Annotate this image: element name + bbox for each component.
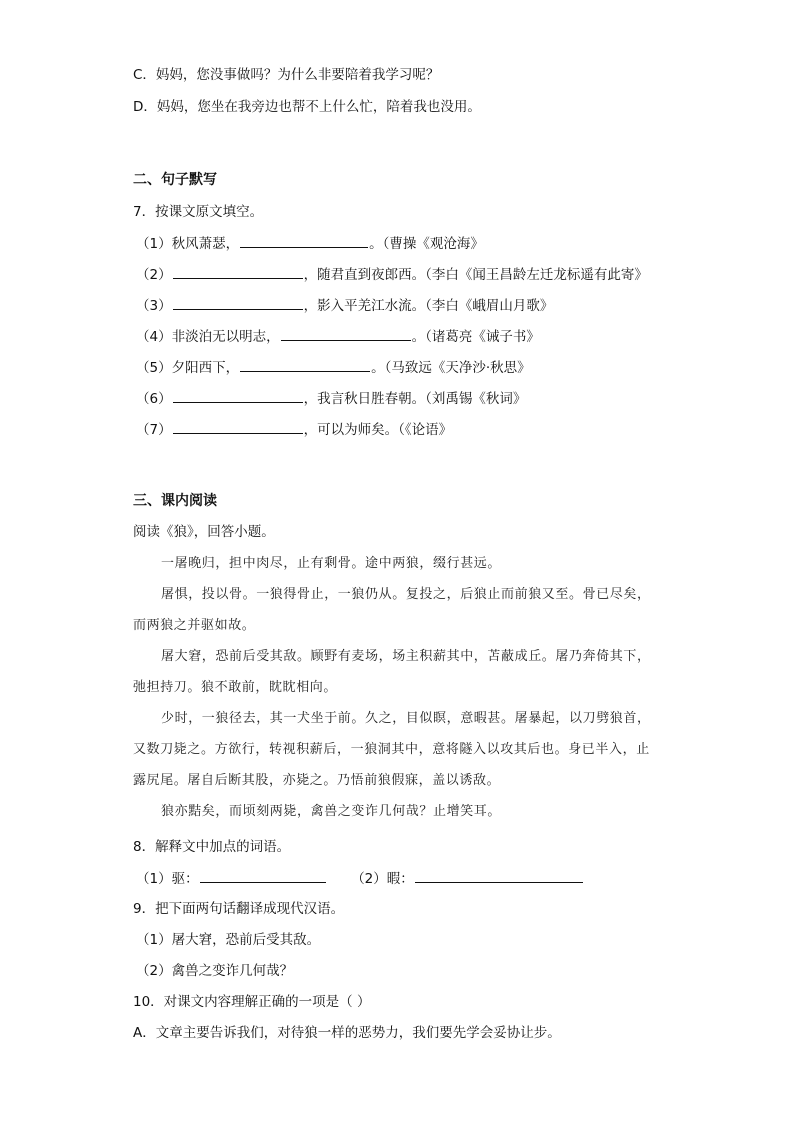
q6-option-d: D．妈妈，您坐在我旁边也帮不上什么忙，陪着我也没用。 [133,99,481,115]
q7-item-7-post: ，可以为师矣。（《论语》 [303,422,453,438]
section-3-title: 三、课内阅读 [133,493,217,509]
passage-line: 狼亦黠矣，而顷刻两毙，禽兽之变诈几何哉？止增笑耳。 [161,804,502,819]
q7-item-5-post: 。（马致远《天净沙·秋思》 [371,360,531,376]
q7-item-1 [136,234,484,253]
q7-item-6 [136,389,526,408]
passage-wolf [133,548,673,827]
q7-item-3 [136,296,553,315]
passage-line: 少时，一狼径去，其一犬坐于前。久之，目似瞑，意暇甚。屠暴起，以刀劈狼首， [161,711,651,726]
q7-item-4 [136,327,540,346]
q9-sentence-2: （2）禽兽之变诈几何哉？ [136,963,294,979]
q7-item-2 [136,265,648,284]
q9-stem: 9．把下面两句话翻译成现代汉语。 [133,901,345,917]
q8-a-label: （1）驱： [136,871,199,887]
q7-item-6-post: ，我言秋日胜春朝。（刘禹锡《秋词》 [303,391,527,407]
q6-option-c: C．妈妈，您没事做吗？为什么非要陪着我学习呢？ [133,67,440,83]
passage-line: 屠大窘，恐前后受其敌。顾野有麦场，场主积薪其中，苫蔽成丘。屠乃奔倚其下， [161,649,651,664]
q7-item-6-pre: （6） [136,391,172,407]
q7-item-7-pre: （7） [136,422,172,438]
passage-line: 弛担持刀。狼不敢前，眈眈相向。 [133,680,338,695]
q7-item-5 [136,358,531,377]
q8-stem: 8．解释文中加点的词语。 [133,839,291,855]
q7-item-4-pre: （4）非淡泊无以明志， [136,329,280,345]
answer-blank[interactable] [240,358,370,372]
answer-blank[interactable] [173,389,303,403]
q8-b-label: （2）暇： [351,871,414,887]
q7-item-4-post: 。（诸葛亮《诫子书》 [411,329,540,345]
q10-stem: 10．对课文内容理解正确的一项是（ ） [133,994,371,1010]
q7-item-2-pre: （2） [136,267,172,283]
q7-item-3-pre: （3） [136,298,172,314]
reading-intro: 阅读《狼》，回答小题。 [133,524,275,540]
passage-line: 屠惧，投以骨。一狼得骨止，一狼仍从。复投之，后狼止而前狼又至。骨已尽矣， [161,587,651,602]
answer-blank[interactable] [415,869,583,883]
q7-item-7 [136,420,452,439]
answer-blank[interactable] [173,420,303,434]
q7-item-3-post: ，影入平羌江水流。（李白《峨眉山月歌》 [303,298,554,314]
answer-blank[interactable] [240,234,368,248]
q7-item-2-post: ，随君直到夜郎西。（李白《闻王昌龄左迁龙标遥有此寄》 [303,267,648,283]
q7-stem: 7．按课文原文填空。 [133,204,264,220]
q7-item-1-pre: （1）秋风萧瑟， [136,236,240,252]
passage-line: 露尻尾。屠自后断其股，亦毙之。乃悟前狼假寐，盖以诱敌。 [133,773,501,788]
answer-blank[interactable] [173,296,303,310]
q10-option-a: A．文章主要告诉我们，对待狼一样的恶势力，我们要先学会妥协让步。 [133,1025,561,1041]
section-2-title: 二、句子默写 [133,172,217,188]
answer-blank[interactable] [173,265,303,279]
answer-blank[interactable] [200,869,326,883]
passage-line: 又数刀毙之。方欲行，转视积薪后，一狼洞其中，意将隧入以攻其后也。身已半入，止 [133,742,650,757]
q7-item-5-pre: （5）夕阳西下， [136,360,240,376]
q8-answers [136,869,584,888]
q9-sentence-1: （1）屠大窘，恐前后受其敌。 [136,932,321,948]
passage-line: 一屠晚归，担中肉尽，止有剩骨。途中两狼，缀行甚远。 [161,556,502,571]
q7-item-1-post: 。（曹操《观沧海》 [369,236,484,252]
answer-blank[interactable] [281,327,411,341]
passage-line: 而两狼之并驱如故。 [133,618,256,633]
